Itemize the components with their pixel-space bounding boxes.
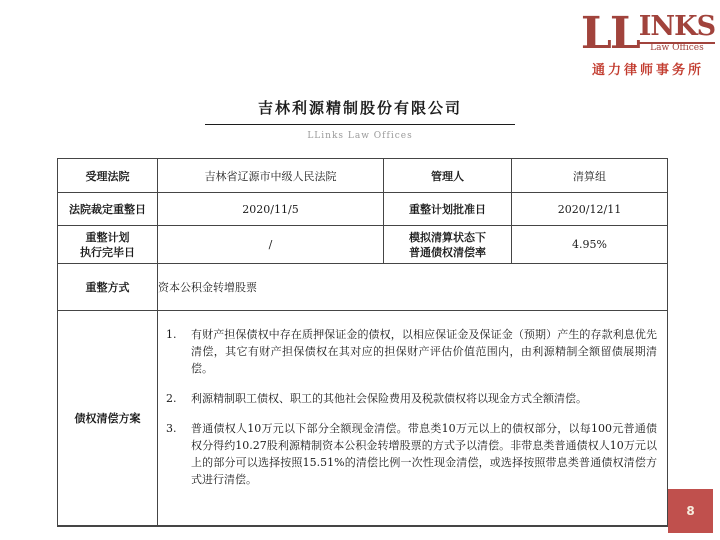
label-settlement-plan: 债权清偿方案	[58, 311, 158, 527]
label-completion-date: 重整计划 执行完毕日	[58, 226, 158, 264]
logo-ll-text: LL	[580, 7, 639, 59]
title-underline	[205, 124, 515, 125]
list-item-number: 2.	[166, 392, 177, 405]
table-row-method	[58, 264, 668, 311]
logo-inks-text: INKS	[638, 11, 716, 42]
list-item-text: 普通债权人10万元以下部分全额现金清偿。带息类10万元以上的债权部分，以每100元普通债权分得约10.27股利源精制资本公积金转增股票的方式予以清偿。非带息类普通债权人10万元以上的部分可以选择按照15.51%的清偿比例一次性现金清偿，或选择按照带息类普通债权清偿方式进行清偿。	[191, 422, 657, 486]
llinks-logo	[580, 7, 716, 79]
watermark-text: LLinks Law Offices	[307, 131, 413, 141]
list-item-text: 有财产担保债权中存在质押保证金的债权，以相应保证金及保证金（预期）产生的存款利息优先清偿，其它有财产担保债权在其对应的担保财产评估价值范围内，由利源精制全额留债展期清偿。	[191, 328, 657, 375]
list-item	[166, 390, 657, 407]
table-row-settlement-plan	[58, 311, 668, 527]
list-item-text: 利源精制职工债权、职工的其他社会保险费用及税款债权将以现金方式全额清偿。	[191, 392, 587, 405]
llinks-logo-wordmark	[580, 7, 716, 59]
value-ruling-date: 2020/11/5	[158, 193, 384, 226]
list-item-number: 3.	[166, 422, 177, 435]
table-row-dates	[58, 193, 668, 226]
list-item-number: 1.	[166, 328, 177, 341]
value-completion-date: /	[158, 226, 384, 264]
value-administrator: 清算组	[512, 159, 668, 193]
label-simulated-settlement-rate: 模拟清算状态下 普通债权清偿率	[384, 226, 512, 264]
label-restructuring-method: 重整方式	[58, 264, 158, 311]
settlement-plan-content	[158, 311, 668, 527]
table-row-court	[58, 159, 668, 193]
page-title: 吉林利源精制股份有限公司	[257, 99, 462, 117]
settlement-plan-list	[158, 311, 667, 509]
logo-law-offices-text: Law Offices	[639, 42, 715, 53]
list-item	[166, 420, 657, 488]
label-ruling-date: 法院裁定重整日	[58, 193, 158, 226]
label-administrator: 管理人	[384, 159, 512, 193]
table-row-completion	[58, 226, 668, 264]
label-accepting-court: 受理法院	[58, 159, 158, 193]
value-accepting-court: 吉林省辽源市中级人民法院	[158, 159, 384, 193]
logo-chinese-name: 通力律师事务所	[591, 63, 704, 79]
label-approval-date: 重整计划批准日	[384, 193, 512, 226]
list-item	[166, 326, 657, 377]
restructuring-info-table	[57, 158, 668, 527]
value-approval-date: 2020/12/11	[512, 193, 668, 226]
value-simulated-settlement-rate: 4.95%	[512, 226, 668, 264]
page-number-badge: 8	[668, 489, 713, 533]
value-restructuring-method: 资本公积金转增股票	[158, 264, 668, 311]
